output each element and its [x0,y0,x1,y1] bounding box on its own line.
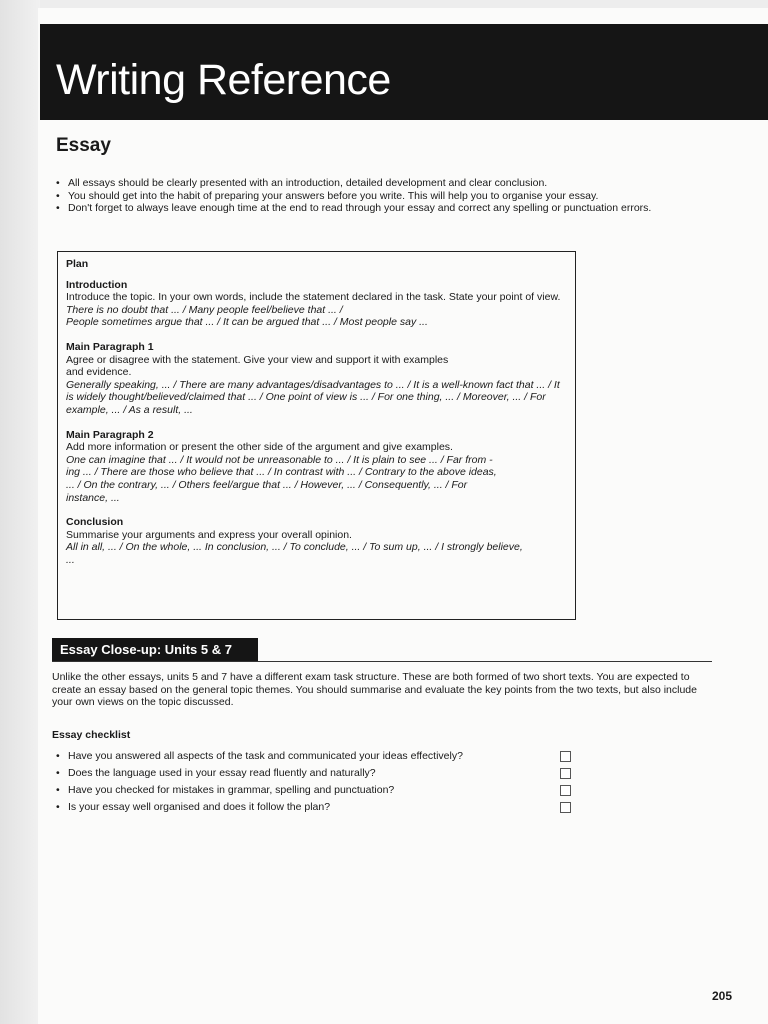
essay-heading: Essay [56,135,111,156]
page-number: 205 [712,989,733,1003]
main-paragraph-1-phrases: Generally speaking, ... / There are many advantages/disadvantages to ... / It is a well-known fact that ... / It is widely thought/believed/claimed that ... / One point of view is ... / For one thing, ... / Moreover, ... / For example, ... / As a result, ... [66,378,560,416]
introduction-body: Introduce the topic. In your own words, include the statement declared in the task. State your point of view. [66,291,561,304]
introduction-phrases: People sometimes argue that ... / It can be argued that ... / Most people say ... [66,316,428,329]
checklist-item [52,750,582,767]
book-spine-shadow [0,0,40,1024]
closeup-text: Unlike the other essays, units 5 and 7 have a different exam task structure. These are both formed of two short texts. You are expected to create an essay based on the general topic themes. You should summarise and evaluate the key points from the two texts, but also include your own views on the topic discussed. [52,671,697,709]
plan-introduction [66,279,567,329]
main-paragraph-2-phrases: One can imagine that ... / It would not be unreasonable to ... / It is plain to see ... / Far from -ing ... / There are those who believe that ... / In contrast with ... / Contrary to the above ideas, ... / On the contrary, ... / Others feel/argue that ... / However, ... / Consequently, ... / For instance, ... [66,453,497,504]
main-paragraph-2-heading: Main Paragraph 2 [66,428,154,441]
checklist-item-text: Have you answered all aspects of the task and communicated your ideas effectively? [68,750,463,762]
plan-conclusion [66,516,567,566]
conclusion-body: Summarise your arguments and express your overall opinion. [66,528,352,541]
closeup-heading: Essay Close-up: Units 5 & 7 [52,638,258,662]
main-paragraph-1-heading: Main Paragraph 1 [66,340,154,353]
main-paragraph-2-body: Add more information or present the other side of the argument and give examples. [66,441,453,454]
checklist-item-text: Is your essay well organised and does it follow the plan? [68,801,331,813]
conclusion-phrases: All in all, ... / On the whole, ... In conclusion, ... / To conclude, ... / To sum up, ... / I strongly believe, ... [66,541,523,566]
checklist-heading: Essay checklist [52,729,131,741]
checkbox[interactable] [560,785,571,796]
checklist-item [52,767,582,784]
divider [52,661,712,662]
main-paragraph-1-body: Agree or disagree with the statement. Give your view and support it with examples and evidence. [66,353,449,379]
checklist-item [52,784,582,801]
essay-checklist [52,750,582,818]
checkbox[interactable] [560,768,571,779]
list-item: • Don't forget to always leave enough time at the end to read through your essay and correct any spelling or punctuation errors. [52,202,702,215]
list-item: • All essays should be clearly presented with an introduction, detailed development and clear conclusion. [52,177,702,190]
checklist-item-text: Have you checked for mistakes in grammar, spelling and punctuation? [68,784,395,796]
plan-title: Plan [66,258,89,270]
essay-guidelines-list [52,177,702,215]
introduction-phrases: There is no doubt that ... / Many people feel/believe that ... / [66,303,343,316]
plan-main-paragraph-2 [66,429,567,505]
checklist-item-text: Does the language used in your essay read fluently and naturally? [68,767,376,779]
header-banner [40,24,768,120]
list-item: • You should get into the habit of preparing your answers before you write. This will help you to organise your essay. [52,190,702,203]
page-title: Writing Reference [56,56,391,104]
checkbox[interactable] [560,802,571,813]
checkbox[interactable] [560,751,571,762]
checklist-item [52,801,582,818]
introduction-heading: Introduction [66,278,128,291]
conclusion-heading: Conclusion [66,516,124,529]
essay-plan-box [57,251,576,620]
plan-main-paragraph-1 [66,341,567,417]
